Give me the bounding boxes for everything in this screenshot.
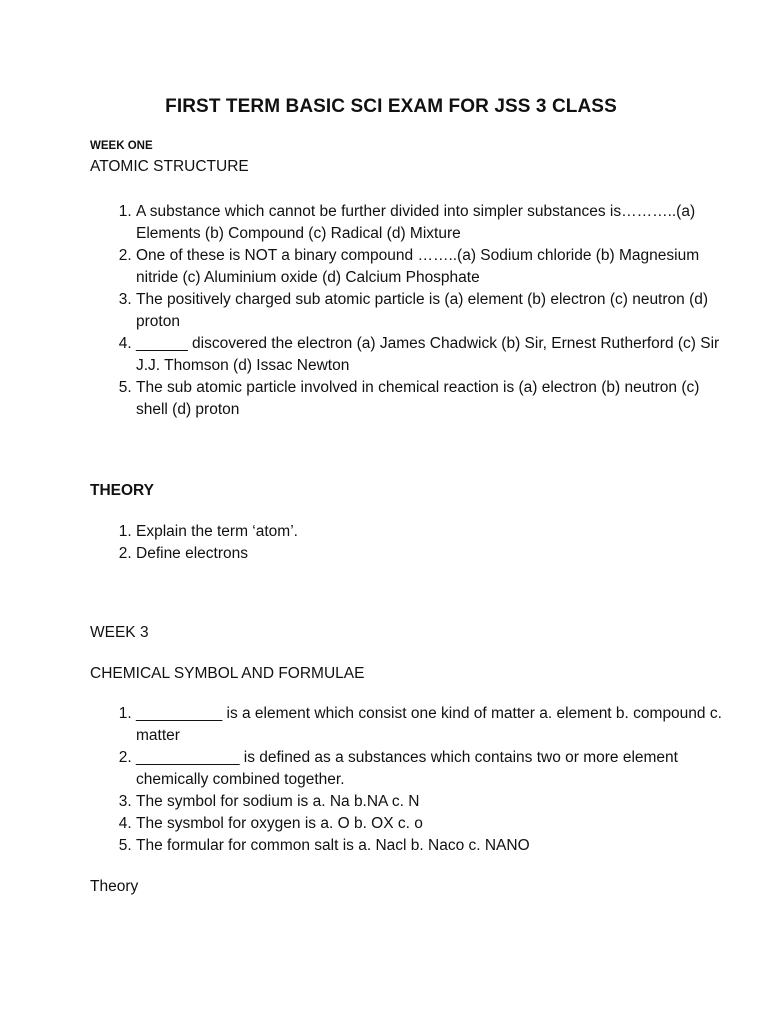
week-one-question-4: 4. ______ discovered the electron (a) James Chadwick (b) Sir, Ernest Rutherford (c) Sir J.J. Thomson (d) Issac Newton xyxy=(136,333,726,377)
chemical-symbol-heading: CHEMICAL SYMBOL AND FORMULAE xyxy=(90,665,365,682)
week-three-question-3: 3. The symbol for sodium is a. Na b.NA c. N xyxy=(136,791,726,813)
week-one-question-2: 2. One of these is NOT a binary compound ……..(a) Sodium chloride (b) Magnesium nitride (c) Aluminium oxide (d) Calcium Phosphate xyxy=(136,245,726,289)
week-three-question-list xyxy=(90,703,726,857)
theory-question-2: 2. Define electrons xyxy=(136,543,726,565)
week-one-question-1: 1. A substance which cannot be further divided into simpler substances is………..(a) Elements (b) Compound (c) Radical (d) Mixture xyxy=(136,201,726,245)
week-one-label: WEEK ONE xyxy=(90,140,153,152)
week-three-question-2: 2. ____________ is defined as a substances which contains two or more element chemically combined together. xyxy=(136,747,726,791)
week-one-question-3: 3. The positively charged sub atomic particle is (a) element (b) electron (c) neutron (d) proton xyxy=(136,289,726,333)
week-three-question-4: 4. The sysmbol for oxygen is a. O b. OX c. o xyxy=(136,813,726,835)
week-three-label: WEEK 3 xyxy=(90,624,149,641)
theory-heading: THEORY xyxy=(90,482,155,499)
theory-question-1: 1. Explain the term ‘atom’. xyxy=(136,521,726,543)
week-one-question-list xyxy=(90,201,726,421)
week-three-question-1: 1. __________ is a element which consist one kind of matter a. element b. compound c. matter xyxy=(136,703,726,747)
theory-two-heading: Theory xyxy=(90,878,139,895)
document-title: FIRST TERM BASIC SCI EXAM FOR JSS 3 CLASS xyxy=(165,96,617,117)
week-three-question-5: 5. The formular for common salt is a. Nacl b. Naco c. NANO xyxy=(136,835,726,857)
atomic-structure-heading: ATOMIC STRUCTURE xyxy=(90,158,249,175)
theory-question-list xyxy=(90,521,726,565)
week-one-question-5: 5. The sub atomic particle involved in chemical reaction is (a) electron (b) neutron (c) shell (d) proton xyxy=(136,377,726,421)
